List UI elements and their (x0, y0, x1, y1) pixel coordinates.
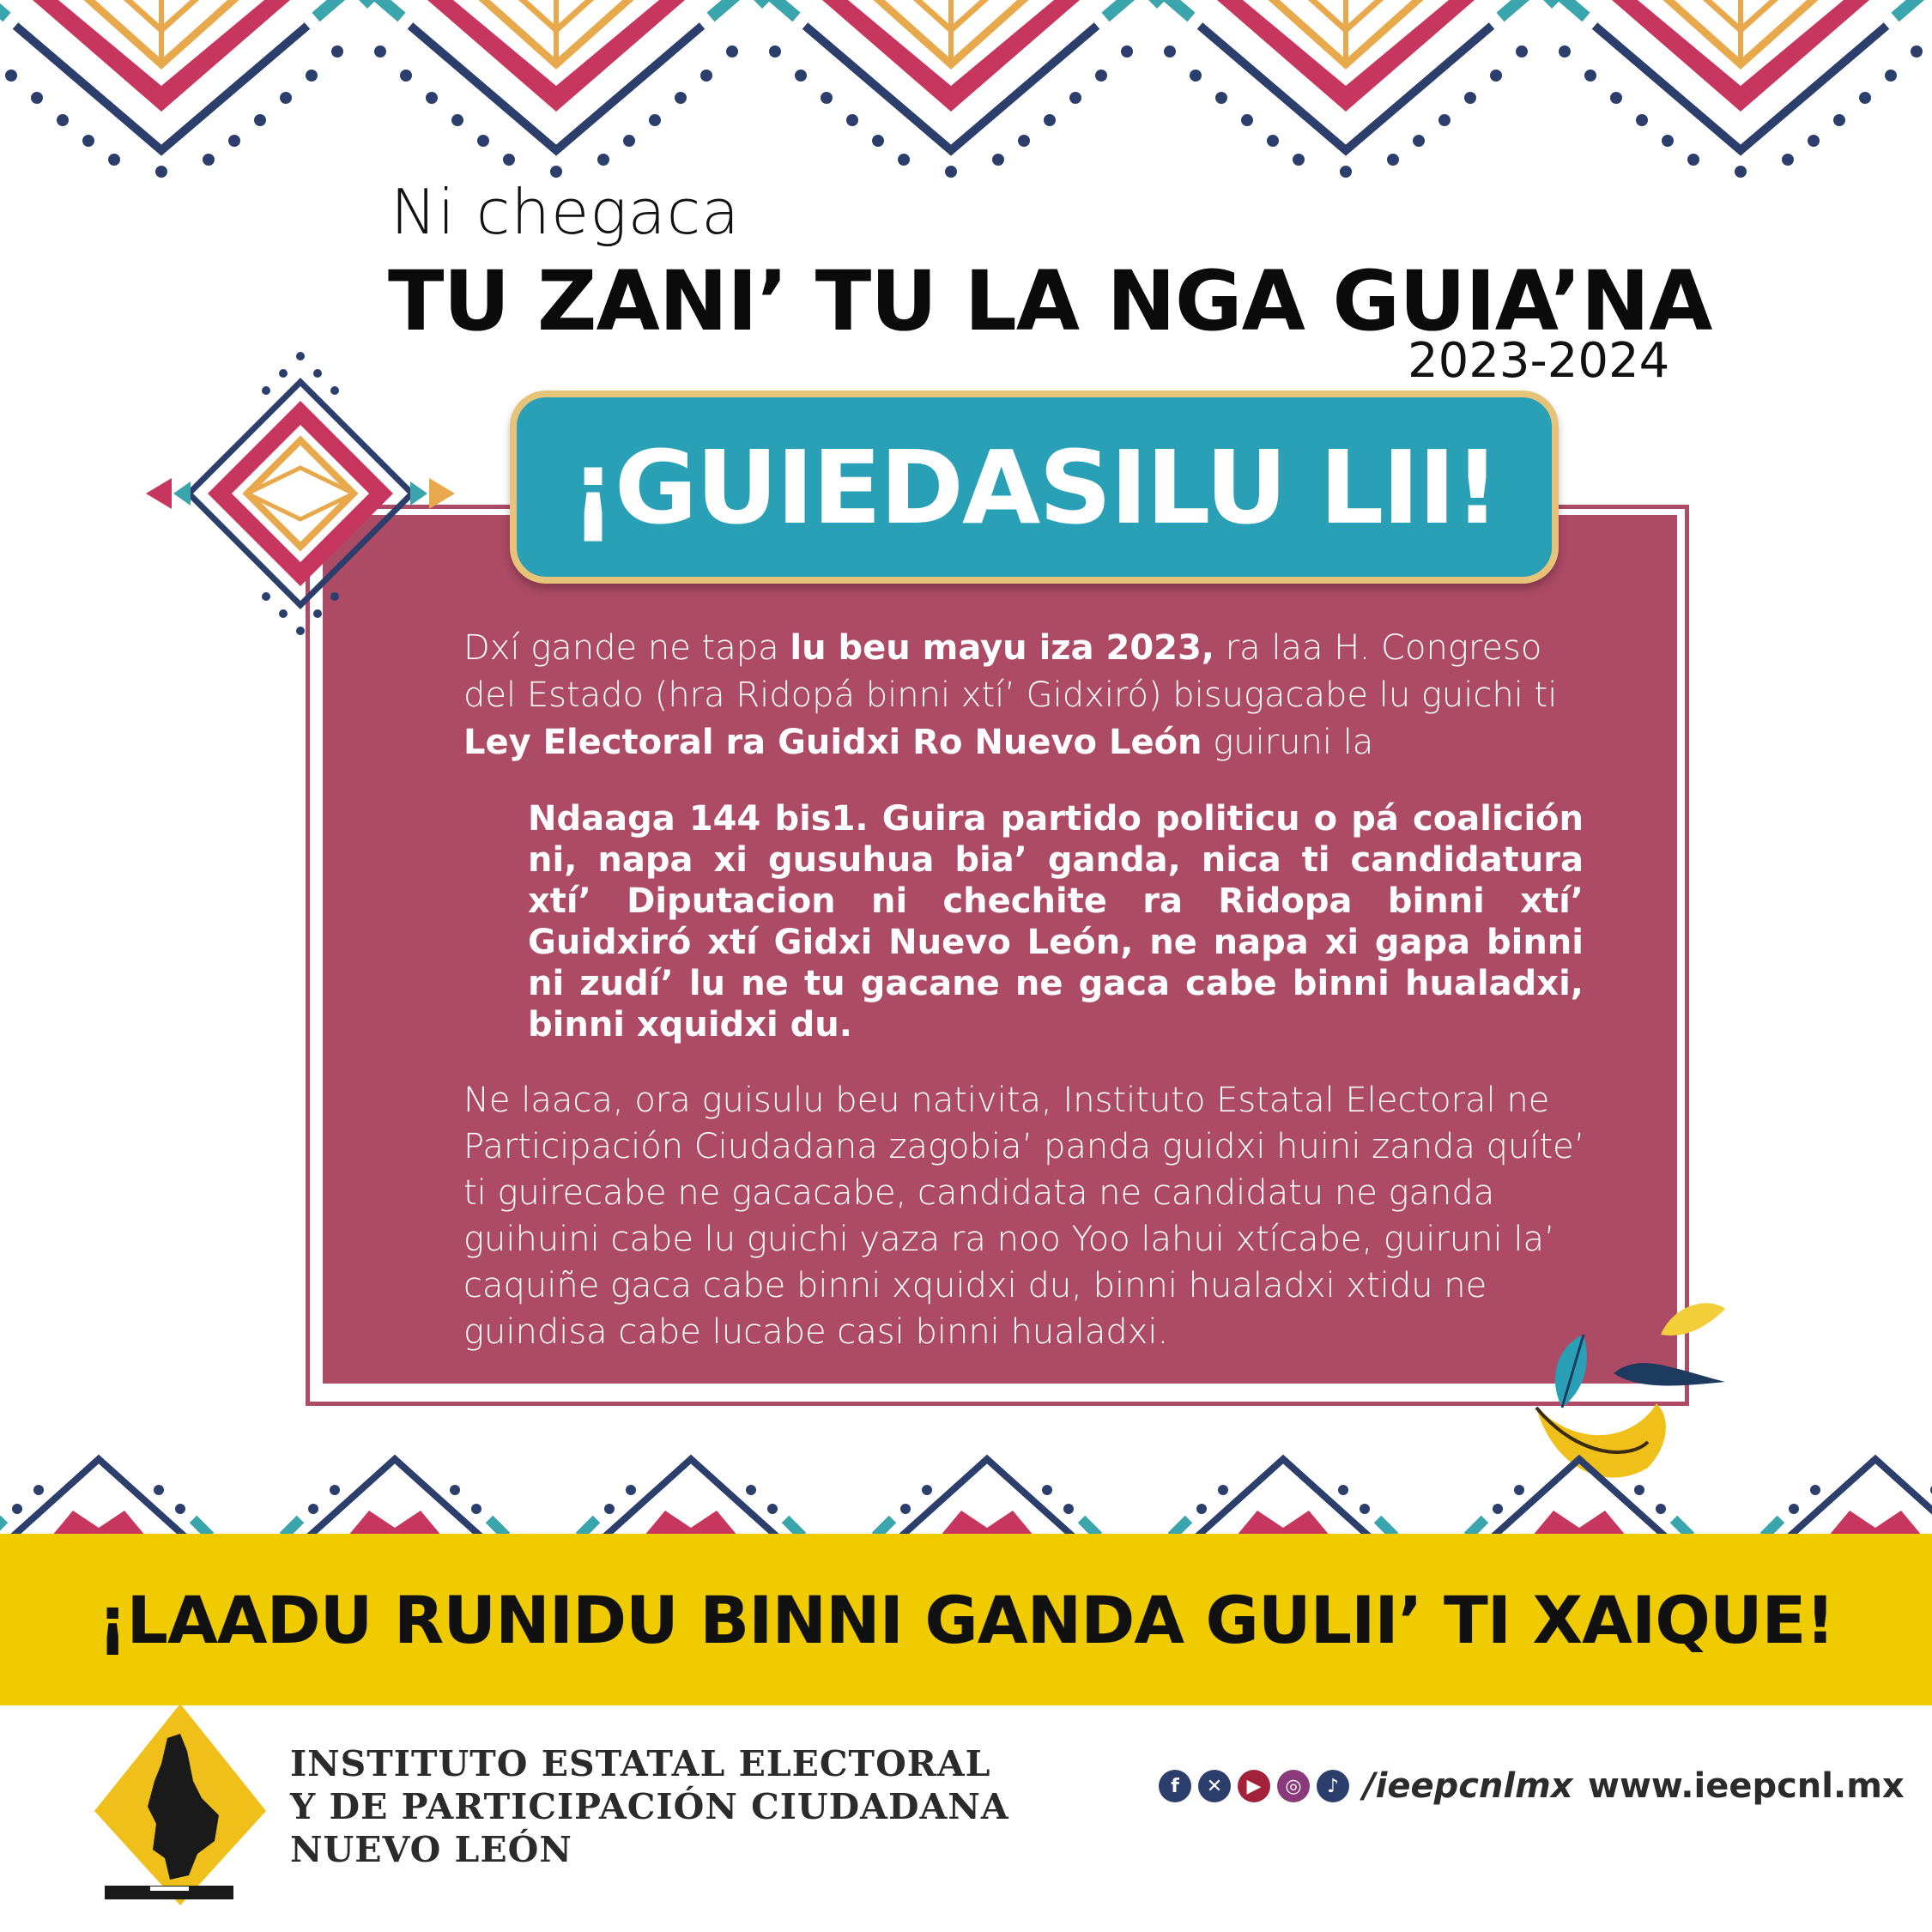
x-icon[interactable]: ✕ (1198, 1770, 1231, 1802)
header-title: TU ZANI’ TU LA NGA GUIA’NA (388, 253, 1712, 349)
instagram-icon[interactable]: ◎ (1277, 1770, 1310, 1802)
intro-text-e: guiruni la (1202, 723, 1374, 762)
banner-label: ¡GUIEDASILU LII! (570, 427, 1499, 547)
institution-line-3: NUEVO LEÓN (290, 1829, 572, 1870)
institution-line-1: INSTITUTO ESTATAL ELECTORAL (290, 1743, 991, 1784)
institution-name (290, 1742, 1009, 1871)
header-years: 2023-2024 (1408, 333, 1670, 389)
tiktok-icon[interactable]: ♪ (1317, 1770, 1349, 1802)
institution-line-2: Y DE PARTICIPACIÓN CIUDADANA (290, 1786, 1009, 1827)
youtube-icon[interactable]: ▶ (1238, 1770, 1270, 1802)
diamond-ornament-icon (137, 348, 463, 639)
law-quote: Ndaaga 144 bis1. Guira partido politicu o pá coalición ni, napa xi gusuhua bia’ ganda, nica ti candidatura xtí’ Diputacion ni chechite ra Ridopa binni xtí’ Guidxiró xtí Gidxi Nuevo León, ne napa xi gapa binni ni zudí’ lu ne tu gacane ne gaca cabe binni hualadxi, binni xquidxi du. (528, 799, 1584, 1045)
social-handle[interactable]: /ieepcnlmx (1363, 1766, 1573, 1806)
facebook-icon[interactable]: f (1159, 1770, 1191, 1802)
intro-text-c: ra laa H. Congreso del Estado (hra Ridopá binni xtí’ Gidxiró) bisugacabe lu guichi ti (463, 628, 1558, 715)
social-icons (1159, 1770, 1349, 1802)
ieepcnl-logo-icon (86, 1704, 275, 1910)
bottom-decorative-pattern (0, 1425, 1932, 1536)
closing-paragraph: Ne laaca, ora guisulu beu nativita, Instituto Estatal Electoral ne Participación Ciudadana zagobia’ panda guidxi huini zanda quíte’ ti guirecabe ne gacacabe, candidata ne candidatu ne ganda guihuini cabe lu guichi yaza ra noo Yoo lahui xtícabe, guiruni la’ caquiñe gaca cabe binni xquidxi du, binni hualadxi xtidu ne guindisa cabe lucabe casi binni hualadxi. (463, 1081, 1585, 1352)
slogan-text: ¡LAADU RUNIDU BINNI GANDA GULII’ TI XAIQUE! (97, 1581, 1835, 1658)
intro-date: lu beu mayu iza 2023, (790, 628, 1215, 668)
intro-text-a: Dxí gande ne tapa (463, 628, 790, 668)
intro-paragraph (463, 625, 1596, 766)
top-decorative-pattern (0, 0, 1932, 180)
website-link[interactable]: www.ieepcnl.mx (1588, 1766, 1905, 1806)
header-subtitle: Ni chegaca (391, 176, 741, 248)
intro-law-name: Ley Electoral ra Guidxi Ro Nuevo León (463, 723, 1202, 762)
